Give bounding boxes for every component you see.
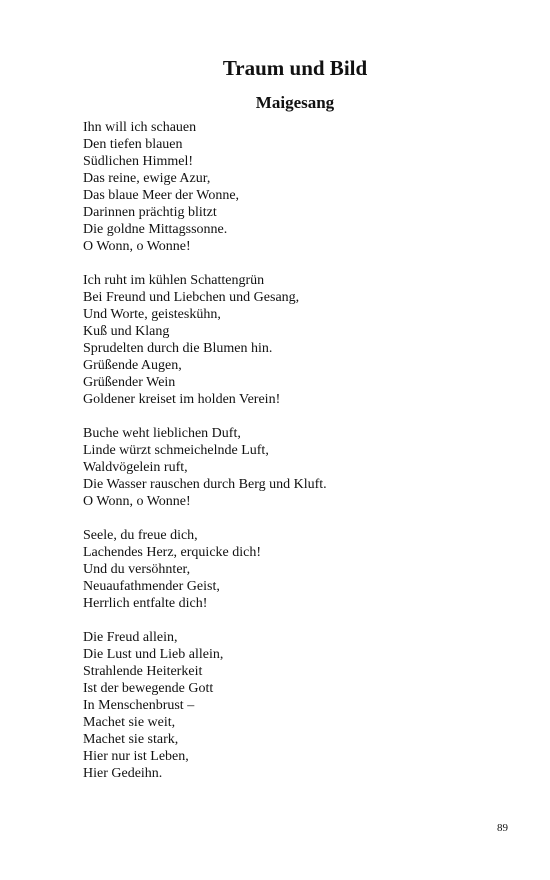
poem-line: Goldener kreiset im holden Verein!: [83, 392, 281, 407]
poem-line: Sprudelten durch die Blumen hin.: [83, 341, 273, 356]
poem-line: Lachendes Herz, erquicke dich!: [83, 545, 262, 560]
poem-line: Die Lust und Lieb allein,: [83, 647, 224, 662]
poem-line: Südlichen Himmel!: [83, 154, 194, 169]
poem-line: Das blaue Meer der Wonne,: [83, 188, 240, 203]
poem-line: Ist der bewegende Gott: [83, 681, 214, 696]
poem-line: Ihn will ich schauen: [83, 120, 197, 135]
poem-body: [83, 119, 523, 799]
poem-line: Die goldne Mittagssonne.: [83, 222, 228, 237]
page-number: 89: [497, 822, 508, 834]
poem-line: Die Wasser rauschen durch Berg und Kluft.: [83, 477, 327, 492]
poem-line: Grüßende Augen,: [83, 358, 182, 373]
poem-title: Maigesang: [255, 93, 335, 112]
poem-line: Herrlich entfalte dich!: [83, 596, 208, 611]
stanza: [83, 527, 523, 612]
poem-line: In Menschenbrust –: [83, 698, 195, 713]
poem-line: Strahlende Heiterkeit: [83, 664, 203, 679]
poem-line: Machet sie weit,: [83, 715, 176, 730]
poem-line: Kuß und Klang: [83, 324, 170, 339]
stanza: [83, 272, 523, 408]
book-title: Traum und Bild: [222, 56, 368, 80]
poem-line: Neuaufathmender Geist,: [83, 579, 220, 594]
poem-line: Die Freud allein,: [83, 630, 178, 645]
stanza: [83, 119, 523, 255]
stanza: [83, 629, 523, 782]
stanza: [83, 425, 523, 510]
poem-line: O Wonn, o Wonne!: [83, 239, 191, 254]
poem-line: Hier Gedeihn.: [83, 766, 163, 781]
poem-line: Darinnen prächtig blitzt: [83, 205, 217, 220]
poem-line: Hier nur ist Leben,: [83, 749, 189, 764]
poem-line: Bei Freund und Liebchen und Gesang,: [83, 290, 300, 305]
poem-line: Ich ruht im kühlen Schattengrün: [83, 273, 265, 288]
poem-line: Linde würzt schmeichelnde Luft,: [83, 443, 269, 458]
poem-line: Das reine, ewige Azur,: [83, 171, 211, 186]
poem-line: Und du versöhnter,: [83, 562, 191, 577]
poem-line: Seele, du freue dich,: [83, 528, 198, 543]
poem-line: Machet sie stark,: [83, 732, 179, 747]
poem-line: Waldvögelein ruft,: [83, 460, 188, 475]
poem-line: Den tiefen blauen: [83, 137, 183, 152]
poem-line: O Wonn, o Wonne!: [83, 494, 191, 509]
poem-line: Grüßender Wein: [83, 375, 176, 390]
poem-line: Und Worte, geisteskühn,: [83, 307, 221, 322]
poem-line: Buche weht lieblichen Duft,: [83, 426, 241, 441]
